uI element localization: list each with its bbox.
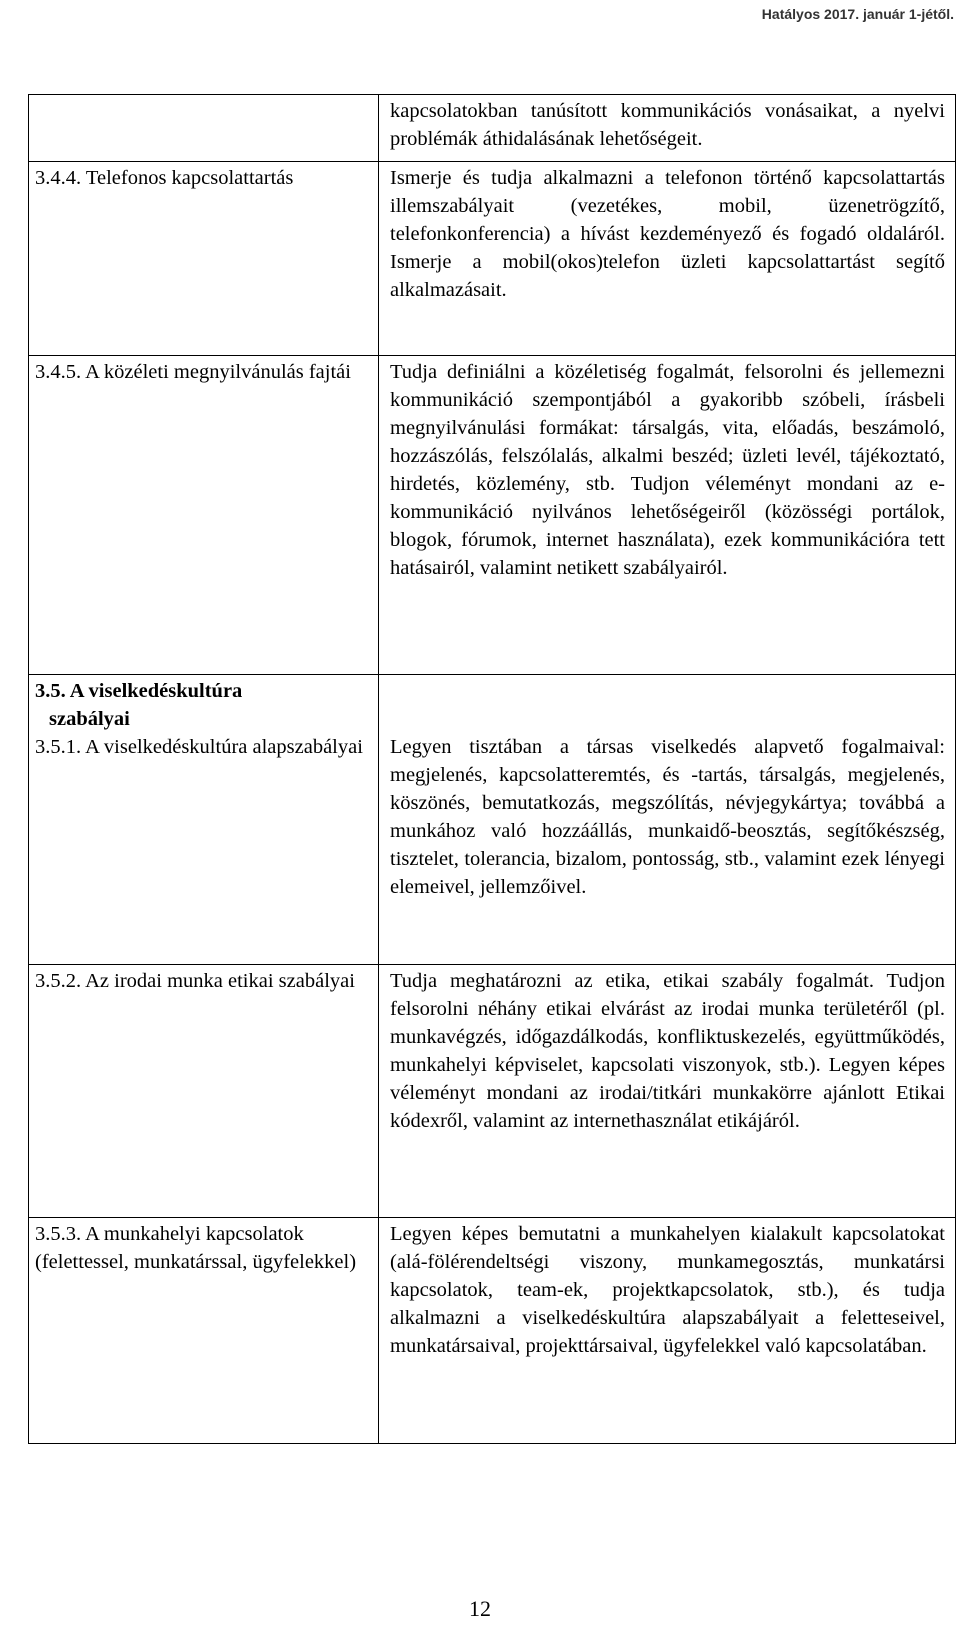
table-row xyxy=(29,1218,956,1444)
table-row xyxy=(29,95,956,162)
topic-cell: 3.5.2. Az irodai munka etikai szabályai xyxy=(29,965,379,1218)
section-heading: 3.5. A viselkedéskultúra xyxy=(35,680,243,702)
requirement-cell: Legyen képes bemutatni a munkahelyen kialakult kapcsolatokat (alá-fölérendeltségi viszony, munkamegosztás, munkatársi kapcsolatok, team-ek, projektkapcsolatok, stb.), és tudja alkalmazni a viselkedéskultúra alapszabályait a feletteseivel, munkatársaival, projekttársaival, ügyfelekkel való kapcsolatában. xyxy=(379,1218,956,1444)
table-row xyxy=(29,162,956,356)
topic-cell: 3.4.4. Telefonos kapcsolattartás xyxy=(29,162,379,356)
requirement-cell: Tudja definiálni a közéletiség fogalmát, felsorolni és jellemezni kommunikáció szempontjából a gyakoribb szóbeli, írásbeli megnyilvánulási formákat: társalgás, vita, előadás, beszámoló, hozzászólás, felszólalás, alkalmi beszéd; üzleti levél, tájékoztató, hirdetés, közlemény, stb. Tudjon véleményt mondani az e-kommunikáció nyilvános lehetőségeiről (közösségi portálok, blogok, fórumok, internet használata), ezek kommunikációra tett hatásairól, valamint netikett szabályairól. xyxy=(379,356,956,675)
requirement-cell: Ismerje és tudja alkalmazni a telefonon történő kapcsolattartás illemszabályait (vezetékes, mobil, üzenetrögzítő, telefonkonferencia) a hívást kezdeményező és fogadó oldaláról. Ismerje a mobil(okos)telefon üzleti kapcsolattartást segítő alkalmazásait. xyxy=(379,162,956,356)
table-row xyxy=(29,965,956,1218)
page-number: 12 xyxy=(469,1596,491,1621)
topic-cell: 3.5.3. A munkahelyi kapcsolatok (felettessel, munkatárssal, ügyfelekkel) xyxy=(29,1218,379,1444)
requirement-text: Legyen tisztában a társas viselkedés alapvető fogalmaival: megjelenés, kapcsolatteremtés, és -tartás, társalgás, megjelenés, köszönés, bemutatkozás, megszólítás, névjegykártya; továbbá a munkához való hozzáállás, munkaidő-beosztás, segítőkészség, tisztelet, tolerancia, bizalom, pontosság, stb., valamint ezek lényegi elemeivel, jellemzőivel. xyxy=(390,736,945,898)
requirement-cell xyxy=(379,675,956,965)
requirement-cell: Tudja meghatározni az etika, etikai szabály fogalmát. Tudjon felsorolni néhány etikai elvárást az irodai munka területéről (pl. munkavégzés, időgazdálkodás, konfliktuskezelés, együttműködés, munkahelyi képviselet, kapcsolati viszonyok, stb.). Legyen képes véleményt mondani az irodai/titkári munkakörre ajánlott Etikai kódexről, valamint az internethasználat etikájáról. xyxy=(379,965,956,1218)
table-row xyxy=(29,356,956,675)
topic-cell: 3.4.5. A közéleti megnyilvánulás fajtái xyxy=(29,356,379,675)
subsection-title: 3.5.1. A viselkedéskultúra alapszabályai xyxy=(35,736,363,758)
topic-cell xyxy=(29,95,379,162)
topic-cell xyxy=(29,675,379,965)
curriculum-table xyxy=(28,94,956,1444)
section-heading-continuation: szabályai xyxy=(49,708,130,730)
validity-header: Hatályos 2017. január 1-jétől. xyxy=(761,6,954,22)
requirement-cell: kapcsolatokban tanúsított kommunikációs vonásaikat, a nyelvi problémák áthidalásának lehetőségeit. xyxy=(379,95,956,162)
table-row xyxy=(29,675,956,965)
